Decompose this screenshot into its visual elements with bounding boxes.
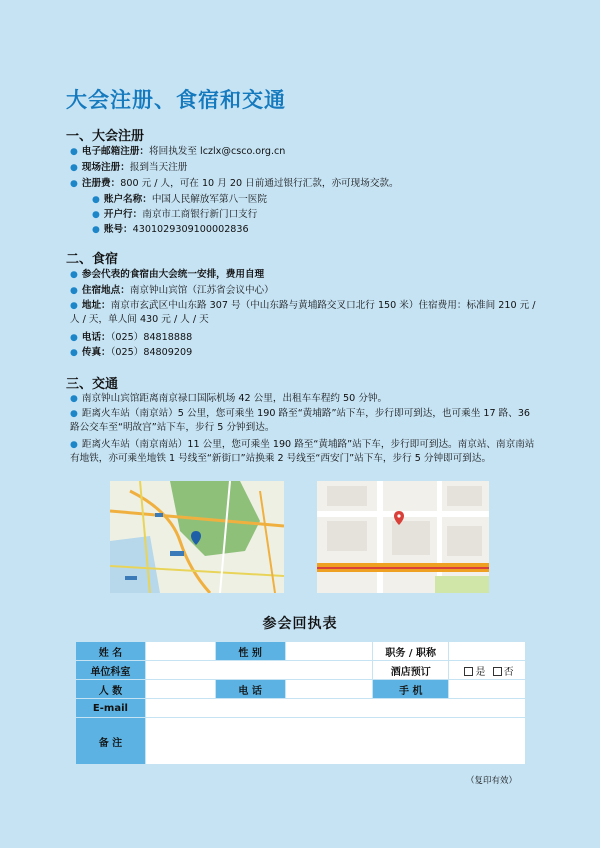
yes-checkbox[interactable] xyxy=(464,667,473,676)
yes-label: 是 xyxy=(475,666,486,678)
onsite-label: 现场注册： xyxy=(81,162,130,173)
phone-label: 电话： xyxy=(81,332,111,343)
fax-line xyxy=(70,346,192,360)
gender-field[interactable] xyxy=(285,642,373,661)
department-label: 单位科室 xyxy=(76,661,146,680)
meal-text: 参会代表的食宿由大会统一安排，费用自理 xyxy=(81,269,265,280)
email-label: E-mail xyxy=(76,699,146,718)
phone-line xyxy=(70,331,192,345)
account-name-label: 账户名称： xyxy=(103,194,152,205)
count-label: 人 数 xyxy=(76,680,146,699)
fee-label: 注册费： xyxy=(81,178,121,189)
remark-field[interactable] xyxy=(145,718,525,765)
mobile-label: 手 机 xyxy=(373,680,449,699)
bullet-icon: ● xyxy=(70,333,78,343)
address-label: 地址： xyxy=(81,300,111,311)
remark-label: 备 注 xyxy=(76,718,146,765)
transport-station-text: 距离火车站（南京站）5 公里，您可乘坐 190 路至“黄埔路”站下车，步行即可到达，也可乘坐 17 路、36 路公交车至“明故宫”站下车，步行 5 分钟到达。 xyxy=(70,408,531,433)
fee-line xyxy=(70,177,399,191)
phone-number: （025）84818888 xyxy=(110,332,193,343)
hotel-name: 南京钟山宾馆（江苏省会议中心） xyxy=(129,285,274,296)
bullet-icon: ● xyxy=(70,179,78,189)
copy-valid-note: （复印有效） xyxy=(466,776,518,786)
hotel-label: 住宿地点： xyxy=(81,285,130,296)
email-text: 将回执发至 lczlx@csco.org.cn xyxy=(149,146,286,157)
bullet-icon: ● xyxy=(70,348,78,358)
position-label: 职务 / 职称 xyxy=(373,642,449,661)
position-field[interactable] xyxy=(449,642,526,661)
bullet-icon: ● xyxy=(70,286,78,296)
count-field[interactable] xyxy=(145,680,215,699)
hotel-line xyxy=(70,284,274,298)
hotel-booking-options xyxy=(449,661,526,680)
address-text: 南京市玄武区中山东路 307 号（中山东路与黄埔路交叉口北行 150 米）住宿费用：标准间 210 元 / 人 / 天，单人间 430 元 / 人 / 天 xyxy=(70,300,536,325)
bullet-icon: ● xyxy=(70,301,78,311)
account-name: 中国人民解放军第八一医院 xyxy=(151,194,267,205)
bullet-icon: ● xyxy=(70,394,78,404)
form-title: 参会回执表 xyxy=(262,616,338,632)
section-accommodation-heading: 二、食宿 xyxy=(66,252,119,267)
bullet-icon: ● xyxy=(70,270,78,280)
phone-label: 电 话 xyxy=(215,680,285,699)
account-number-line xyxy=(92,223,249,237)
page-title: 大会注册、食宿和交通 xyxy=(66,88,286,112)
onsite-text: 报到当天注册 xyxy=(129,162,188,173)
account-number-label: 账号： xyxy=(103,224,133,235)
section-transport-heading: 三、交通 xyxy=(66,377,119,392)
fee-text: 800 元 / 人，可在 10 月 20 日前通过银行汇款，亦可现场交款。 xyxy=(120,178,399,189)
account-number: 4301029309100002836 xyxy=(132,224,249,235)
name-label: 姓 名 xyxy=(76,642,146,661)
bank-line xyxy=(92,208,257,222)
bank-label: 开户行： xyxy=(103,209,143,220)
meal-line xyxy=(70,268,264,282)
registration-form-table xyxy=(75,641,526,765)
transport-station-line xyxy=(70,407,540,434)
email-label: 电子邮箱注册： xyxy=(81,146,150,157)
bullet-icon: ● xyxy=(92,210,100,220)
department-field[interactable] xyxy=(145,661,372,680)
city-map-image xyxy=(110,481,284,593)
bullet-icon: ● xyxy=(70,163,78,173)
transport-airport-line xyxy=(70,392,387,406)
transport-airport-text: 南京钟山宾馆距离南京禄口国际机场 42 公里，出租车车程约 50 分钟。 xyxy=(81,393,388,404)
transport-south-station-line xyxy=(70,438,540,465)
bullet-icon: ● xyxy=(70,409,78,419)
fax-number: （025）84809209 xyxy=(110,347,193,358)
email-field[interactable] xyxy=(145,699,525,718)
bullet-icon: ● xyxy=(92,195,100,205)
no-label: 否 xyxy=(503,666,514,678)
phone-field[interactable] xyxy=(285,680,373,699)
mobile-field[interactable] xyxy=(449,680,526,699)
bullet-icon: ● xyxy=(70,147,78,157)
onsite-registration-line xyxy=(70,161,187,175)
bank-name: 南京市工商银行新门口支行 xyxy=(142,209,258,220)
hotel-area-map-image xyxy=(317,481,489,593)
name-field[interactable] xyxy=(145,642,215,661)
account-name-line xyxy=(92,193,267,207)
address-line xyxy=(70,299,540,326)
bullet-icon: ● xyxy=(92,225,100,235)
email-registration-line xyxy=(70,145,285,159)
fax-label: 传真： xyxy=(81,347,111,358)
section-registration-heading: 一、大会注册 xyxy=(66,129,145,144)
gender-label: 性 别 xyxy=(215,642,285,661)
bullet-icon: ● xyxy=(70,440,78,450)
hotel-booking-label: 酒店预订 xyxy=(373,661,449,680)
no-checkbox[interactable] xyxy=(493,667,502,676)
transport-south-station-text: 距离火车站（南京南站）11 公里，您可乘坐 190 路至“黄埔路”站下车，步行即可到达。南京站、南京南站有地铁，亦可乘坐地铁 1 号线至“新街口”站换乘 2 号线至“西安门”站下车，步行 5 分钟即可到达。 xyxy=(70,439,535,464)
